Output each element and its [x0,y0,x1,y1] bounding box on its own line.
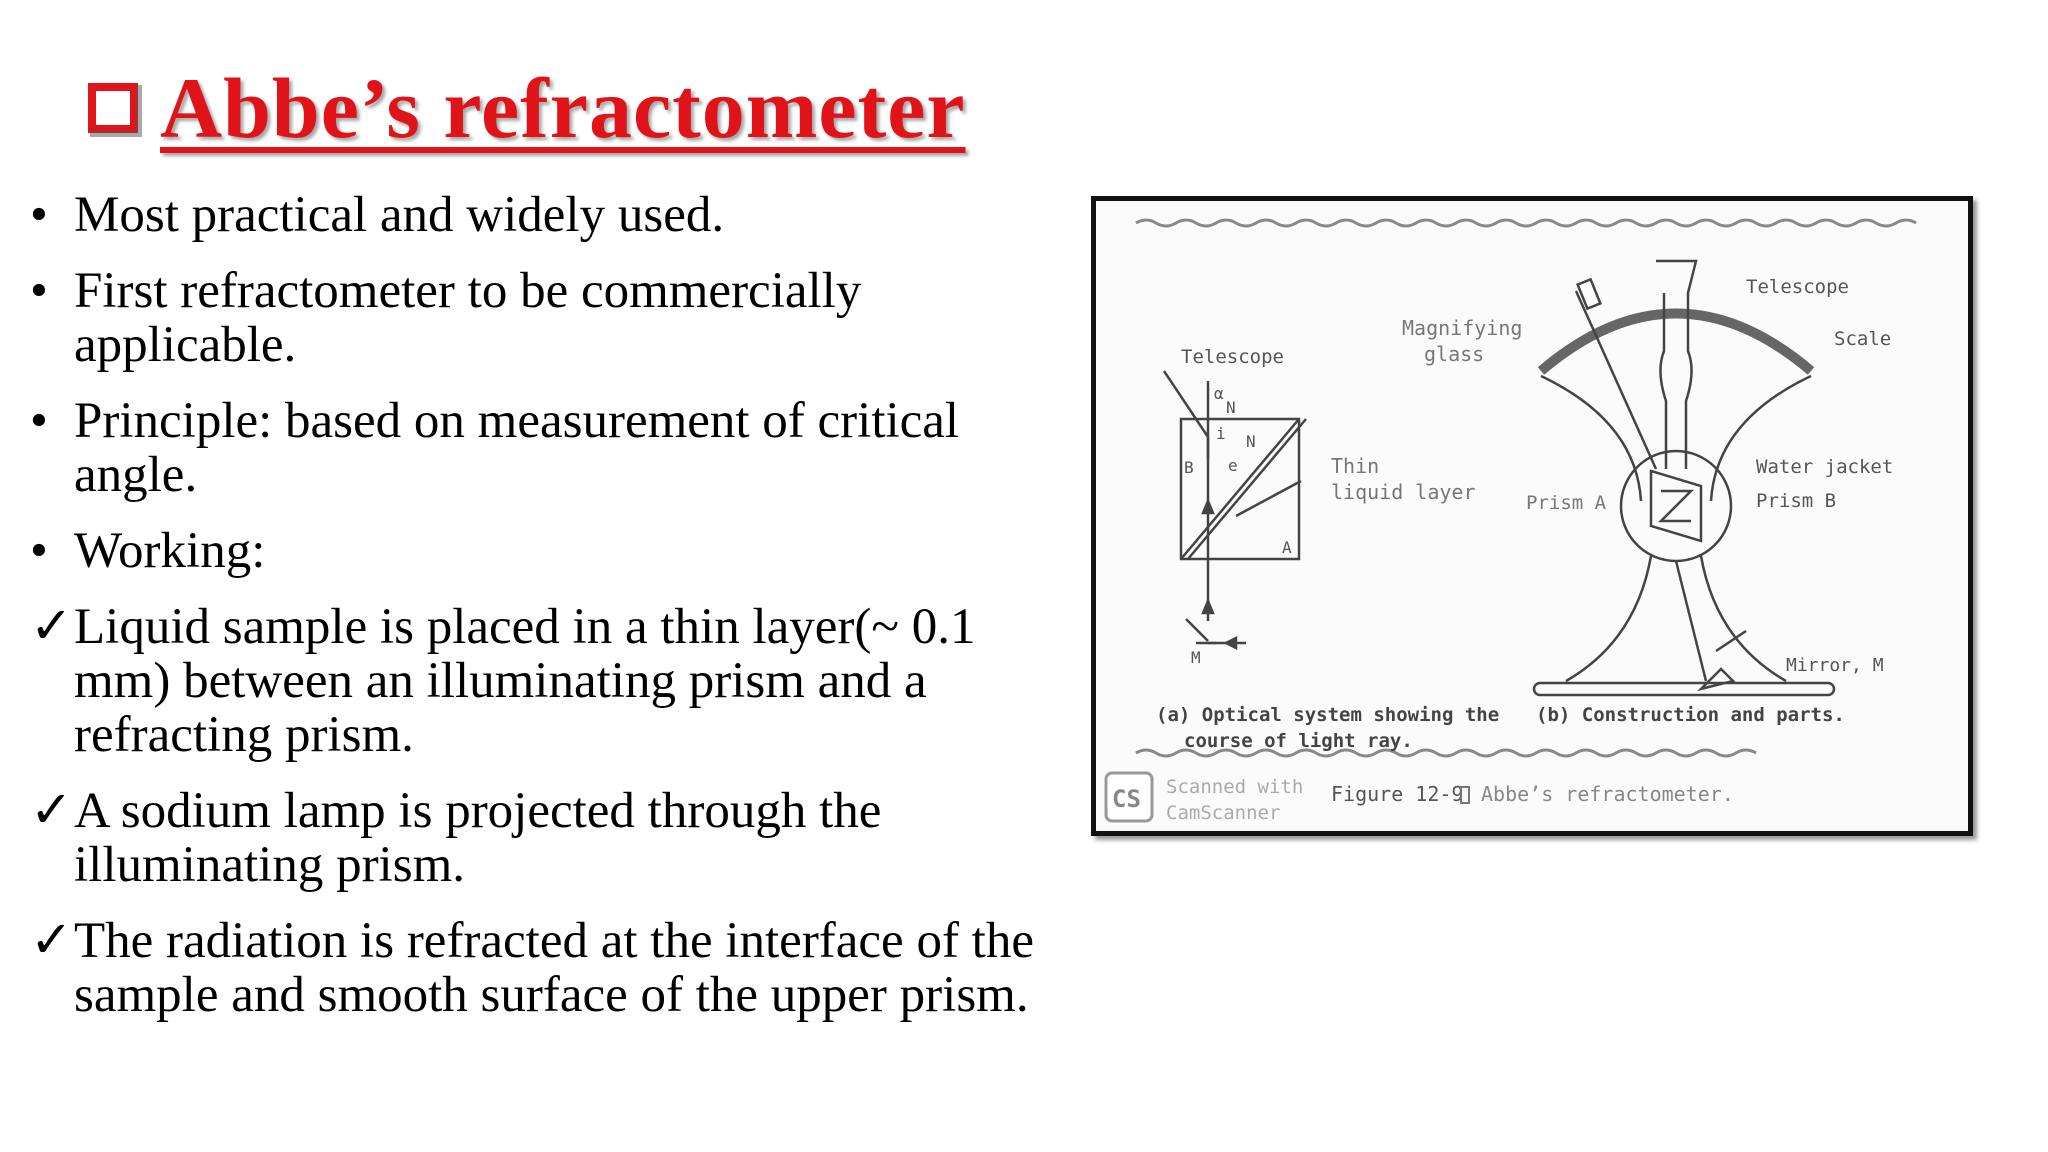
list-item [30,914,1070,1022]
mirror-label: M [1191,648,1201,667]
alpha-label: α [1214,384,1224,403]
prism-b-label: B [1184,458,1194,477]
caption-a: course of light ray. [1184,730,1413,752]
caption-b: (b) Construction and parts. [1536,704,1845,726]
bullet-marker: • [30,187,48,243]
prism-b-label: Prism B [1756,490,1837,512]
water-jacket-label: Water jacket [1756,456,1894,478]
figure-title: Abbe’s refractometer. [1481,782,1734,806]
list-item-text: Liquid sample is placed in a thin layer(~ 0.1 mm) between an illuminating prism and a refracting prism. [74,599,976,763]
bullet-list [30,188,1070,1044]
checkbox-bullet-icon [88,83,138,133]
wavy-border-top [1136,220,1916,226]
incidence-label: i [1216,424,1226,443]
prism-a-label: Prism A [1526,492,1607,514]
watermark-text: CamScanner [1166,802,1281,824]
list-item [30,524,1070,578]
check-marker-icon: ✓ [30,913,73,969]
list-item [30,188,1070,242]
thin-layer-label: liquid layer [1331,480,1476,504]
thin-layer-label: Thin [1331,454,1380,478]
list-item-text: First refractometer to be commercially applicable. [74,263,862,373]
refractometer-figure [1091,196,1973,836]
normal-label: N [1226,398,1236,417]
check-marker-icon: ✓ [30,599,73,655]
camscanner-logo-text: CS [1112,785,1141,813]
list-item [30,784,1070,892]
list-item-text: A sodium lamp is projected through the illuminating prism. [74,783,882,893]
list-item-text: Working: [74,523,266,579]
bullet-marker: • [30,523,48,579]
mirror-label: Mirror, M [1786,655,1884,676]
emergence-label: e [1228,456,1238,475]
bullet-marker: • [30,393,48,449]
magnifying-glass-label: glass [1424,342,1485,366]
check-marker-icon: ✓ [30,783,73,839]
watermark-text: Scanned with [1166,776,1304,798]
normal-label: N [1246,432,1256,451]
scale-label: Scale [1834,328,1892,350]
telescope-tube [1656,261,1696,469]
refractometer-diagram [1096,201,1968,831]
list-item [30,394,1070,502]
slide-title [88,58,966,158]
title-text: Abbe’s refractometer [160,60,966,156]
scale-arc [1541,314,1811,372]
list-item-text: Principle: based on measurement of critical angle. [74,393,960,503]
bullet-marker: • [30,263,48,319]
figure-number: Figure 12-9 [1331,782,1464,806]
prism-a-label: A [1282,538,1292,557]
telescope-label: Telescope [1181,346,1284,368]
magnifying-glass-label: Magnifying [1402,316,1523,340]
list-item-text: Most practical and widely used. [74,187,725,243]
list-item-text: The radiation is refracted at the interface of the sample and smooth surface of the upper prism. [74,913,1034,1023]
list-item [30,264,1070,372]
caption-a: (a) Optical system showing the [1156,704,1500,726]
list-item [30,600,1070,762]
telescope-label: Telescope [1746,276,1849,298]
